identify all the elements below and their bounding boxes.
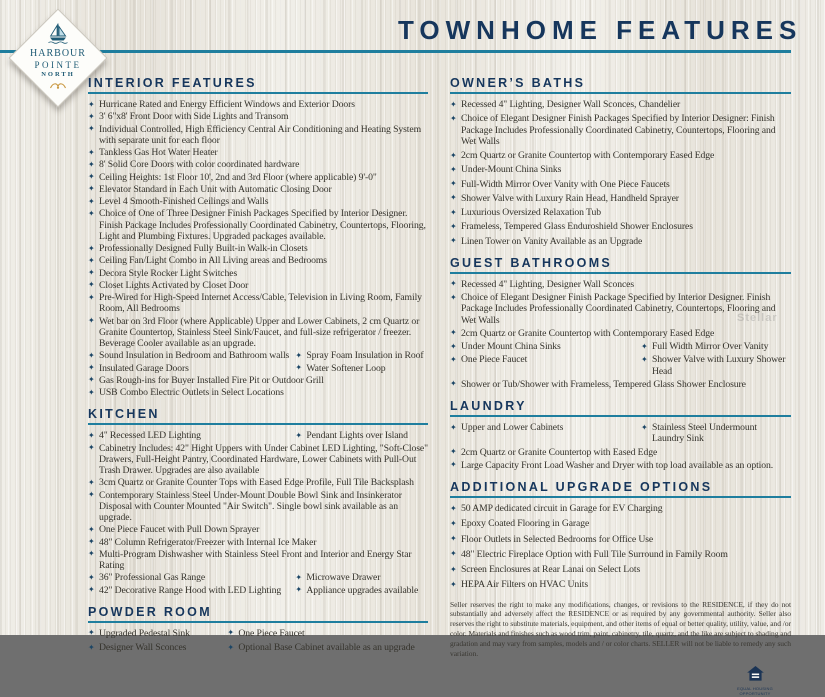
- feature-text: Full-Width Mirror Over Vanity with One Piece Faucets: [461, 178, 670, 190]
- feature-text: 2cm Quartz or Granite Countertop with Contemporary Eased Edge: [461, 150, 715, 161]
- section-laundry: [450, 399, 791, 471]
- diamond-bullet-icon: ✦: [88, 537, 95, 546]
- diamond-bullet-icon: ✦: [88, 280, 95, 290]
- feature-item: [88, 524, 428, 535]
- diamond-bullet-icon: ✦: [295, 350, 302, 360]
- feature-row: [88, 585, 428, 596]
- feature-item: [88, 147, 428, 158]
- feature-item: [88, 642, 227, 653]
- feature-item: [88, 572, 295, 583]
- feature-row: [88, 350, 428, 361]
- diamond-bullet-icon: ✦: [450, 207, 457, 217]
- feature-text: Recessed 4" Lighting, Designer Wall Sconces: [461, 278, 635, 290]
- feature-item: [88, 477, 428, 488]
- diamond-bullet-icon: ✦: [88, 524, 95, 534]
- sailboat-icon: [46, 22, 70, 48]
- diamond-bullet-icon: ✦: [88, 387, 95, 397]
- feature-item: [450, 518, 791, 529]
- diamond-bullet-icon: ✦: [88, 99, 95, 109]
- feature-text: Recessed 4" Lighting, Designer Wall Sconces, Chandelier: [461, 99, 681, 110]
- diamond-bullet-icon: ✦: [88, 477, 95, 487]
- diamond-bullet-icon: ✦: [88, 124, 95, 133]
- diamond-bullet-icon: ✦: [450, 503, 457, 513]
- diamond-bullet-icon: ✦: [450, 354, 457, 364]
- feature-text: 8' Solid Core Doors with color coordinated hardware: [99, 159, 300, 171]
- diamond-bullet-icon: ✦: [450, 564, 457, 574]
- diamond-bullet-icon: ✦: [88, 292, 95, 302]
- feature-row: [88, 363, 428, 374]
- feature-item: [88, 363, 295, 374]
- feature-item: [295, 430, 428, 441]
- feature-item: [450, 179, 791, 190]
- feature-text: Closet Lights Activated by Closet Door: [99, 279, 249, 291]
- diamond-bullet-icon: ✦: [88, 159, 95, 169]
- diamond-bullet-icon: ✦: [295, 572, 302, 582]
- diamond-bullet-icon: ✦: [227, 642, 234, 652]
- feature-text: Choice of Elegant Designer Finish Packages Specified by Interior Designer: Finish Package Includes Professionally Coordinated Cabinetry, Countertops, Flooring and Wet Walls: [461, 113, 776, 147]
- diamond-bullet-icon: ✦: [450, 279, 457, 289]
- feature-item: [88, 387, 428, 398]
- diamond-bullet-icon: ✦: [450, 518, 457, 528]
- feature-text: Choice of One of Three Designer Finish Packages Specified by Interior Designer. Finish Package Includes Professionally Coordinated Cabinetry, Countertops, Flooring, Light and Plumbing Fixtures. Upgraded packages available.: [99, 208, 426, 242]
- disclaimer-text: Seller reserves the right to make any modifications, changes, or revisions to the RESIDENCE, if they do not substantially and adversely affect the RESIDENCE or as required by any governmental authority. Seller also reserves the right to substitute materials, equipment, and other items of equal or better quality, utility, value, and /or color. Materials and finishes such as wood trim, paint, cabinetry, tile, quartz, and the like are subject to shading and gradation and may vary from samples, models and / or color charts. SELLER will not be liable to remedy any such variation.: [450, 599, 791, 658]
- diamond-bullet-icon: ✦: [88, 243, 95, 253]
- diamond-bullet-icon: ✦: [88, 184, 95, 194]
- diamond-bullet-icon: ✦: [88, 111, 95, 121]
- feature-text: 50 AMP dedicated circuit in Garage for EV Charging: [461, 503, 663, 514]
- feature-text: Designer Wall Sconces: [99, 642, 187, 653]
- feature-text: Upgraded Pedestal Sink: [99, 627, 190, 639]
- feature-text: Individual Controlled, High Efficiency Central Air Conditioning and Heating System with separate unit for each floor: [99, 123, 422, 146]
- feature-item: [227, 628, 428, 639]
- feature-text: Insulated Garage Doors: [99, 362, 189, 374]
- diamond-bullet-icon: ✦: [88, 316, 95, 325]
- diamond-bullet-icon: ✦: [88, 363, 95, 372]
- diamond-bullet-icon: ✦: [88, 430, 95, 440]
- feature-item: [641, 341, 791, 352]
- feature-item: [450, 236, 791, 247]
- feature-text: Gas Rough-ins for Buyer Installed Fire Pit or Outdoor Grill: [99, 374, 324, 386]
- diamond-bullet-icon: ✦: [450, 534, 457, 543]
- feature-text: HEPA Air Filters on HVAC Units: [461, 579, 588, 591]
- section-kitchen: [88, 407, 428, 596]
- feature-text: Professionally Designed Fully Built-in Walk-in Closets: [99, 243, 308, 254]
- feature-item: [450, 447, 791, 458]
- feature-text: Decora Style Rocker Light Switches: [99, 267, 238, 279]
- feature-text: 48" Column Refrigerator/Freezer with Internal Ice Maker: [99, 536, 317, 548]
- diamond-bullet-icon: ✦: [295, 430, 302, 440]
- feature-row: [450, 422, 791, 445]
- diamond-bullet-icon: ✦: [450, 447, 457, 456]
- feature-text: 3cm Quartz or Granite Counter Tops with Eased Edge Profile, Full Tile Backsplash: [99, 477, 414, 489]
- diamond-bullet-icon: ✦: [450, 549, 457, 559]
- feature-item: [450, 207, 791, 218]
- equal-housing-block: [735, 666, 775, 697]
- feature-row: [88, 628, 428, 639]
- feature-text: One Piece Faucet: [461, 354, 528, 366]
- diamond-bullet-icon: ✦: [295, 585, 302, 594]
- diamond-bullet-icon: ✦: [450, 379, 457, 389]
- logo-text-north: NORTH: [41, 70, 75, 78]
- feature-item: [88, 268, 428, 279]
- diamond-bullet-icon: ✦: [450, 422, 457, 432]
- feature-text: Shower or Tub/Shower with Frameless, Tempered Glass Shower Enclosure: [461, 378, 746, 390]
- feature-text: 2cm Quartz or Granite Countertop with Eased Edge: [461, 446, 658, 458]
- section-heading: ADDITIONAL UPGRADE OPTIONS: [450, 480, 791, 498]
- section-heading: OWNER’S BATHS: [450, 76, 791, 94]
- feature-item: [88, 280, 428, 291]
- feature-item: [450, 221, 791, 232]
- diamond-bullet-icon: ✦: [640, 341, 648, 351]
- feature-item: [450, 460, 791, 471]
- section-additional-upgrade-options: [450, 480, 791, 591]
- logo-text-harbour: HARBOUR: [30, 47, 86, 59]
- feature-item: [88, 443, 428, 477]
- feature-text: Elevator Standard in Each Unit with Automatic Closing Door: [99, 183, 332, 195]
- feature-text: Wet bar on 3rd Floor (where Applicable) Upper and Lower Cabinets, 2 cm Quartz or Granite Countertop, Stainless Steel Sink/Faucet, and full-size refrigerator / freezer. Beverage Cooler available as an upgrade.: [99, 315, 420, 349]
- left-column: [88, 76, 428, 662]
- feature-text: Full Width Mirror Over Vanity: [651, 341, 769, 352]
- right-column: [450, 76, 791, 697]
- feature-item: [88, 537, 428, 548]
- feature-item: [450, 99, 791, 110]
- equal-housing-icon: [747, 666, 764, 686]
- diamond-bullet-icon: ✦: [88, 572, 95, 582]
- diamond-bullet-icon: ✦: [450, 113, 457, 123]
- feature-row: [88, 642, 428, 653]
- diamond-bullet-icon: ✦: [450, 341, 457, 351]
- diamond-bullet-icon: ✦: [88, 642, 95, 652]
- diamond-bullet-icon: ✦: [88, 375, 95, 385]
- feature-item: [450, 150, 791, 161]
- feature-text: 2cm Quartz or Granite Countertop with Contemporary Eased Edge: [461, 327, 715, 339]
- feature-item: [295, 363, 428, 374]
- feature-item: [295, 585, 428, 596]
- feature-text: Contemporary Stainless Steel Under-Mount Double Bowl Sink and Insinkerator Disposal with Counter Mounted "Air Switch". Single bowl sink available as an upgrade.: [99, 489, 402, 523]
- diamond-bullet-icon: ✦: [88, 628, 95, 638]
- feature-text: Optional Base Cabinet available as an upgrade: [238, 642, 415, 653]
- diamond-bullet-icon: ✦: [450, 164, 457, 174]
- feature-text: Appliance upgrades available: [306, 584, 419, 596]
- feature-text: Under-Mount China Sinks: [461, 164, 562, 176]
- diamond-bullet-icon: ✦: [295, 363, 302, 372]
- feature-text: Sound Insulation in Bedroom and Bathroom walls: [99, 350, 290, 362]
- feature-item: [641, 422, 791, 445]
- diamond-bullet-icon: ✦: [640, 422, 648, 432]
- feature-item: [88, 208, 428, 242]
- feature-row: [88, 430, 428, 441]
- feature-text: One Piece Faucet with Pull Down Sprayer: [99, 524, 260, 536]
- diamond-bullet-icon: ✦: [450, 221, 457, 231]
- feature-item: [450, 379, 791, 390]
- diamond-bullet-icon: ✦: [88, 208, 95, 218]
- feature-item: [450, 341, 641, 352]
- diamond-bullet-icon: ✦: [450, 236, 457, 245]
- feature-text: 48" Electric Fireplace Option with Full Tile Surround in Family Room: [461, 548, 728, 560]
- section-heading: GUEST BATHROOMS: [450, 256, 791, 274]
- diamond-bullet-icon: ✦: [88, 350, 95, 360]
- feature-text: Large Capacity Front Load Washer and Dryer with top load available as an option.: [461, 459, 774, 471]
- feature-text: USB Combo Electric Outlets in Select Locations: [99, 387, 284, 398]
- diamond-bullet-icon: ✦: [450, 179, 457, 188]
- feature-item: [450, 503, 791, 514]
- feature-text: Epoxy Coated Flooring in Garage: [461, 518, 590, 530]
- feature-item: [88, 628, 227, 639]
- feature-item: [88, 124, 428, 147]
- feature-item: [88, 196, 428, 207]
- feature-item: [450, 354, 641, 377]
- diamond-bullet-icon: ✦: [450, 150, 457, 160]
- feature-text: Choice of Elegant Designer Finish Package Specified by Interior Designer. Finish Package Includes Professionally Coordinated Cabinetry, Countertops, Flooring and Wet Walls: [461, 292, 776, 326]
- feature-item: [88, 243, 428, 254]
- feature-text: Pendant Lights over Island: [306, 430, 408, 442]
- feature-text: Stainless Steel Undermount Laundry Sink: [651, 422, 757, 445]
- feature-text: Multi-Program Dishwasher with Stainless Steel Front and Interior and Energy Star Rating: [99, 548, 412, 571]
- feature-text: Screen Enclosures at Rear Lanai on Select Lots: [461, 564, 641, 575]
- feature-text: Floor Outlets in Selected Bedrooms for Office Use: [461, 533, 654, 545]
- header-rule: [0, 50, 791, 53]
- feature-item: [88, 549, 428, 572]
- feature-text: Ceiling Heights: 1st Floor 10', 2nd and 3rd Floor (where applicable) 9'-0": [99, 171, 377, 183]
- page-title: TOWNHOME FEATURES: [398, 15, 803, 45]
- diamond-bullet-icon: ✦: [88, 172, 95, 181]
- feature-text: Ceiling Fan/Light Combo in All Living areas and Bedrooms: [99, 255, 327, 267]
- feature-item: [450, 113, 791, 147]
- feature-item: [88, 172, 428, 183]
- feature-text: 4" Recessed LED Lighting: [99, 430, 201, 442]
- section-owner-s-baths: [450, 76, 791, 247]
- feature-item: [450, 193, 791, 204]
- diamond-bullet-icon: ✦: [88, 585, 95, 594]
- feature-item: [88, 350, 295, 361]
- section-heading: KITCHEN: [88, 407, 428, 425]
- feature-item: [641, 354, 791, 377]
- feature-text: Shower Valve with Luxury Shower Head: [651, 354, 786, 377]
- feature-item: [88, 375, 428, 386]
- feature-item: [88, 111, 428, 122]
- gold-flourish-icon: [49, 78, 67, 94]
- feature-text: Hurricane Rated and Energy Efficient Windows and Exterior Doors: [99, 99, 355, 110]
- feature-text: Microwave Drawer: [306, 572, 381, 584]
- feature-item: [88, 184, 428, 195]
- diamond-bullet-icon: ✦: [450, 460, 457, 470]
- diamond-bullet-icon: ✦: [88, 443, 95, 452]
- feature-text: Luxurious Oversized Relaxation Tub: [461, 207, 602, 218]
- feature-text: Shower Valve with Luxury Rain Head, Handheld Sprayer: [461, 192, 679, 204]
- feature-item: [450, 164, 791, 175]
- diamond-bullet-icon: ✦: [227, 628, 234, 638]
- feature-text: 36" Professional Gas Range: [99, 572, 206, 584]
- feature-item: [88, 430, 295, 441]
- section-heading: POWDER ROOM: [88, 605, 428, 623]
- diamond-bullet-icon: ✦: [88, 549, 95, 559]
- feature-text: Spray Foam Insulation in Roof: [306, 350, 424, 362]
- mls-watermark: Stellar: [737, 312, 778, 324]
- feature-item: [88, 316, 428, 350]
- feature-item: [88, 292, 428, 315]
- feature-item: [450, 564, 791, 575]
- feature-text: Under Mount China Sinks: [461, 341, 561, 352]
- diamond-bullet-icon: ✦: [450, 328, 457, 338]
- feature-item: [295, 572, 428, 583]
- feature-row: [88, 572, 428, 583]
- feature-item: [227, 642, 428, 653]
- feature-item: [88, 159, 428, 170]
- feature-item: [450, 279, 791, 290]
- section-powder-room: [88, 605, 428, 654]
- diamond-bullet-icon: ✦: [450, 292, 457, 302]
- diamond-bullet-icon: ✦: [88, 268, 95, 277]
- diamond-bullet-icon: ✦: [88, 490, 95, 499]
- feature-item: [450, 328, 791, 339]
- feature-text: One Piece Faucet: [238, 627, 305, 639]
- feature-text: Pre-Wired for High-Speed Internet Access/Cable, Television in Living Room, Family Room, All Bedrooms: [99, 292, 422, 315]
- diamond-bullet-icon: ✦: [640, 354, 648, 364]
- diamond-bullet-icon: ✦: [450, 99, 457, 109]
- feature-row: [450, 341, 791, 352]
- feature-text: Cabinetry Includes: 42" Hight Uppers with Under Cabinet LED Lighting, "Soft-Close" Drawers, Full-Height Pantry, Coordinated Hardware, Lower Cabinets with Pull-Out Trash Drawer. Upgrades are also available: [99, 442, 428, 476]
- feature-item: [450, 534, 791, 545]
- feature-item: [88, 255, 428, 266]
- diamond-bullet-icon: ✦: [88, 255, 95, 265]
- feature-text: 42" Decorative Range Hood with LED Lighting: [99, 584, 282, 596]
- feature-item: [88, 585, 295, 596]
- diamond-bullet-icon: ✦: [88, 147, 95, 157]
- equal-housing-label: EQUAL HOUSING OPPORTUNITY: [737, 686, 773, 697]
- diamond-bullet-icon: ✦: [88, 196, 95, 206]
- feature-text: Level 4 Smooth-Finished Ceilings and Walls: [99, 196, 269, 207]
- feature-item: [295, 350, 428, 361]
- feature-text: 3' 6"x8' Front Door with Side Lights and Transom: [99, 111, 289, 123]
- feature-item: [450, 579, 791, 590]
- feature-text: Upper and Lower Cabinets: [461, 422, 564, 433]
- feature-text: Water Softener Loop: [306, 362, 386, 374]
- feature-text: Linen Tower on Vanity Available as an Upgrade: [461, 235, 643, 247]
- feature-text: Tankless Gas Hot Water Heater: [99, 147, 218, 158]
- section-interior-features: [88, 76, 428, 398]
- section-heading: INTERIOR FEATURES: [88, 76, 428, 94]
- feature-item: [450, 549, 791, 560]
- logo-text-pointe: POINTE: [34, 59, 82, 70]
- feature-item: [450, 422, 641, 445]
- diamond-bullet-icon: ✦: [450, 193, 457, 203]
- feature-item: [88, 99, 428, 110]
- feature-row: [450, 354, 791, 377]
- diamond-bullet-icon: ✦: [450, 579, 457, 589]
- feature-text: Frameless, Tempered Glass Enduroshield Shower Enclosures: [461, 221, 693, 233]
- feature-item: [88, 490, 428, 524]
- section-heading: LAUNDRY: [450, 399, 791, 417]
